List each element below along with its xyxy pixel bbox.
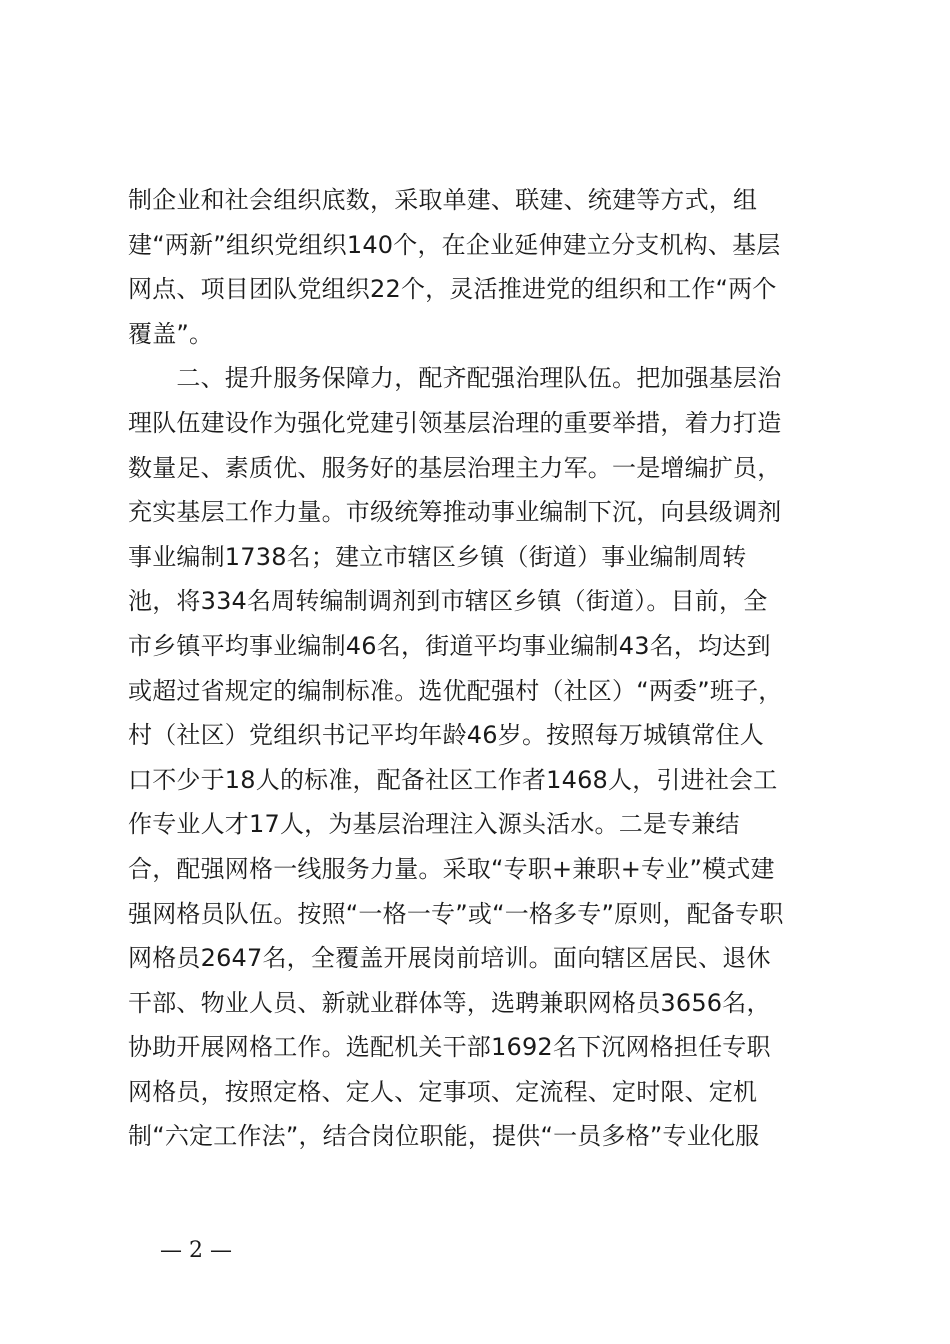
- text-line: 村（社区）党组织书记平均年龄46岁。按照每万城镇常住人: [128, 721, 764, 750]
- text-line: 覆盖”。: [128, 319, 214, 348]
- text-line: 数量足、素质优、服务好的基层治理主力军。一是增编扩员，: [128, 453, 782, 482]
- text-line: 口不少于18人的标准，配备社区工作者1468人，引进社会工: [128, 765, 778, 794]
- text-line: 理队伍建设作为强化党建引领基层治理的重要举措，着力打造: [128, 408, 782, 437]
- text-line: 市乡镇平均事业编制46名，街道平均事业编制43名，均达到: [128, 631, 771, 660]
- text-line: 制“六定工作法”，结合岗位职能，提供“一员多格”专业化服: [128, 1122, 760, 1151]
- text-line: 事业编制1738名；建立市辖区乡镇（街道）事业编制周转: [128, 542, 747, 571]
- text-line: 合，配强网格一线服务力量。采取“专职+兼职+专业”模式建: [128, 854, 775, 883]
- text-line: 充实基层工作力量。市级统筹推动事业编制下沉，向县级调剂: [128, 498, 782, 527]
- text-line: 干部、物业人员、新就业群体等，选聘兼职网格员3656名，: [128, 988, 771, 1017]
- text-line: 作专业人才17人，为基层治理注入源头活水。二是专兼结: [128, 810, 740, 839]
- text-line: 或超过省规定的编制标准。选优配强村（社区）“两委”班子，: [128, 676, 783, 705]
- text-line: 池，将334名周转编制调剂到市辖区乡镇（街道）。目前，全: [128, 587, 768, 616]
- text-line: 网格员2647名，全覆盖开展岗前培训。面向辖区居民、退休: [128, 944, 771, 973]
- page-number: — 2 —: [160, 1238, 232, 1263]
- text-line: 网点、项目团队党组织22个，灵活推进党的组织和工作“两个: [128, 275, 777, 304]
- body-text: [128, 178, 838, 1159]
- text-line: 协助开展网格工作。选配机关干部1692名下沉网格担任专职: [128, 1033, 771, 1062]
- text-line: 强网格员队伍。按照“一格一专”或“一格多专”原则，配备专职: [128, 899, 784, 928]
- text-line: 网格员，按照定格、定人、定事项、定流程、定时限、定机: [128, 1077, 758, 1106]
- section-heading-line: 二、提升服务保障力，配齐配强治理队伍。把加强基层治: [128, 364, 782, 393]
- text-line: 建“两新”组织党组织140个，在企业延伸建立分支机构、基层: [128, 230, 781, 259]
- text-line: 制企业和社会组织底数，采取单建、联建、统建等方式，组: [128, 186, 758, 214]
